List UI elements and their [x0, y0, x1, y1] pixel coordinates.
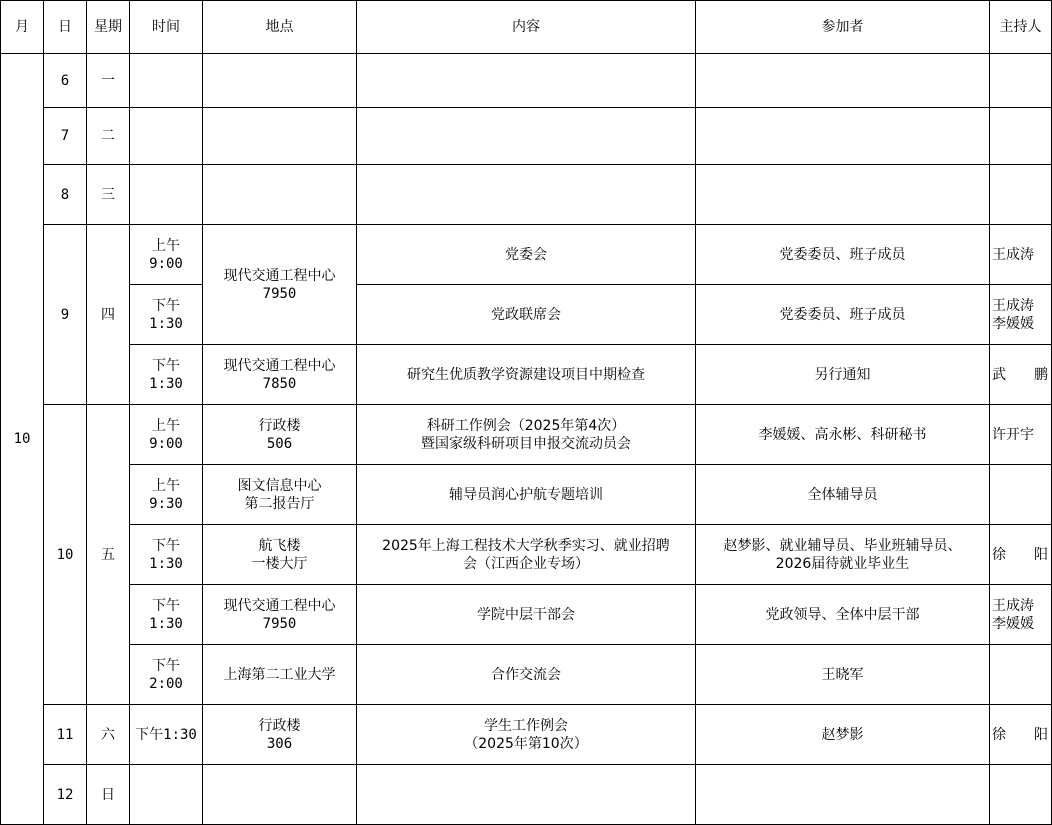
time-cell: 下午 1:30	[130, 525, 203, 585]
weekday-cell: 六	[87, 705, 130, 765]
content-cell: 2025年上海工程技术大学秋季实习、就业招聘 会（江西企业专场）	[357, 525, 696, 585]
time-cell	[130, 108, 203, 165]
table-row	[1, 108, 1052, 165]
month-cell: 10	[1, 54, 44, 825]
host-cell	[990, 645, 1052, 705]
participants-cell	[696, 54, 990, 108]
content-cell	[357, 108, 696, 165]
time-cell: 上午 9:00	[130, 225, 203, 285]
table-row	[1, 525, 1052, 585]
content-cell	[357, 54, 696, 108]
table-row	[1, 285, 1052, 345]
time-cell: 下午 1:30	[130, 585, 203, 645]
location-cell: 图文信息中心 第二报告厅	[203, 465, 357, 525]
location-cell	[203, 165, 357, 225]
header-location: 地点	[203, 1, 357, 54]
time-cell	[130, 765, 203, 825]
host-cell: 王成涛 李媛媛	[990, 285, 1052, 345]
header-weekday: 星期	[87, 1, 130, 54]
day-cell: 12	[44, 765, 87, 825]
table-row	[1, 405, 1052, 465]
time-cell: 下午1:30	[130, 705, 203, 765]
content-cell: 学院中层干部会	[357, 585, 696, 645]
header-time: 时间	[130, 1, 203, 54]
participants-cell: 李媛媛、高永彬、科研秘书	[696, 405, 990, 465]
time-cell: 下午 1:30	[130, 285, 203, 345]
day-cell: 9	[44, 225, 87, 405]
location-cell	[203, 54, 357, 108]
time-cell: 下午 1:30	[130, 345, 203, 405]
table-row	[1, 225, 1052, 285]
table-row	[1, 54, 1052, 108]
content-cell: 辅导员润心护航专题培训	[357, 465, 696, 525]
participants-cell	[696, 108, 990, 165]
time-cell	[130, 54, 203, 108]
participants-cell: 王晓军	[696, 645, 990, 705]
time-cell: 下午 2:00	[130, 645, 203, 705]
time-cell	[130, 165, 203, 225]
weekday-cell: 一	[87, 54, 130, 108]
participants-cell	[696, 165, 990, 225]
participants-cell: 党政领导、全体中层干部	[696, 585, 990, 645]
day-cell: 8	[44, 165, 87, 225]
participants-cell: 另行通知	[696, 345, 990, 405]
location-cell: 上海第二工业大学	[203, 645, 357, 705]
host-cell	[990, 765, 1052, 825]
participants-cell: 党委委员、班子成员	[696, 285, 990, 345]
location-cell: 行政楼 506	[203, 405, 357, 465]
content-cell: 党政联席会	[357, 285, 696, 345]
participants-cell: 赵梦影	[696, 705, 990, 765]
weekday-cell: 四	[87, 225, 130, 405]
weekday-cell: 日	[87, 765, 130, 825]
participants-cell: 赵梦影、就业辅导员、毕业班辅导员、 2026届待就业毕业生	[696, 525, 990, 585]
content-cell: 研究生优质教学资源建设项目中期检查	[357, 345, 696, 405]
table-row	[1, 585, 1052, 645]
content-cell: 合作交流会	[357, 645, 696, 705]
content-cell	[357, 765, 696, 825]
location-cell: 现代交通工程中心 7950	[203, 225, 357, 345]
host-cell	[990, 54, 1052, 108]
header-month: 月	[1, 1, 44, 54]
location-cell: 现代交通工程中心 7850	[203, 345, 357, 405]
location-cell	[203, 765, 357, 825]
location-cell	[203, 108, 357, 165]
table-row	[1, 705, 1052, 765]
header-host: 主持人	[990, 1, 1052, 54]
participants-cell: 全体辅导员	[696, 465, 990, 525]
table-row	[1, 345, 1052, 405]
host-cell: 许开宇	[990, 405, 1052, 465]
weekday-cell: 五	[87, 405, 130, 705]
host-cell: 武 鹏	[990, 345, 1052, 405]
host-cell: 徐 阳	[990, 525, 1052, 585]
host-cell: 徐 阳	[990, 705, 1052, 765]
table-row	[1, 765, 1052, 825]
participants-cell: 党委委员、班子成员	[696, 225, 990, 285]
day-cell: 10	[44, 405, 87, 705]
day-cell: 6	[44, 54, 87, 108]
time-cell: 上午 9:30	[130, 465, 203, 525]
header-day: 日	[44, 1, 87, 54]
day-cell: 7	[44, 108, 87, 165]
time-cell: 上午 9:00	[130, 405, 203, 465]
content-cell	[357, 165, 696, 225]
header-content: 内容	[357, 1, 696, 54]
host-cell	[990, 108, 1052, 165]
weekday-cell: 二	[87, 108, 130, 165]
day-cell: 11	[44, 705, 87, 765]
header-participants: 参加者	[696, 1, 990, 54]
content-cell: 学生工作例会 （2025年第10次）	[357, 705, 696, 765]
table-row	[1, 165, 1052, 225]
host-cell	[990, 165, 1052, 225]
table-row	[1, 645, 1052, 705]
host-cell	[990, 465, 1052, 525]
table-row	[1, 465, 1052, 525]
location-cell: 行政楼 306	[203, 705, 357, 765]
host-cell: 王成涛 李媛媛	[990, 585, 1052, 645]
content-cell: 科研工作例会（2025年第4次） 暨国家级科研项目申报交流动员会	[357, 405, 696, 465]
location-cell: 现代交通工程中心 7950	[203, 585, 357, 645]
content-cell: 党委会	[357, 225, 696, 285]
header-row	[1, 1, 1052, 54]
weekday-cell: 三	[87, 165, 130, 225]
host-cell: 王成涛	[990, 225, 1052, 285]
location-cell: 航飞楼 一楼大厅	[203, 525, 357, 585]
participants-cell	[696, 765, 990, 825]
